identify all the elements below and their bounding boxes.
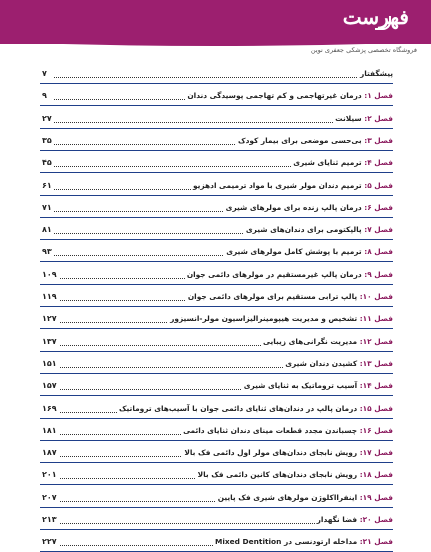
chapter-title: ترمیم با پوشش کامل مولرهای شیری xyxy=(226,247,362,257)
page-number: ۱۰۹ xyxy=(42,269,57,279)
page-number: ۲۰۷ xyxy=(42,492,57,502)
page-number: ۹۳ xyxy=(42,247,52,257)
chapter-title: چسباندن مجدد قطعات مینای دندان ثنایای دائمی xyxy=(183,425,358,435)
page-number: ۱۱۹ xyxy=(42,292,57,301)
toc-entry-label xyxy=(191,180,393,192)
chapter-number: فصل ۵: xyxy=(361,180,393,190)
toc-entry[interactable] xyxy=(40,157,393,171)
page-number: ۲۱۳ xyxy=(42,515,57,524)
chapter-title: کشیدن دندان شیری xyxy=(285,358,358,368)
toc-entry[interactable] xyxy=(40,269,393,283)
toc-entry-label xyxy=(213,536,393,548)
chapter-number: فصل ۱۲: xyxy=(357,336,393,346)
chapter-number: فصل ۱۹: xyxy=(357,492,393,502)
chapter-number: فصل ۸: xyxy=(361,247,393,257)
row-divider xyxy=(40,395,393,396)
toc-entry-label xyxy=(181,425,393,437)
toc-entry[interactable] xyxy=(40,90,393,104)
page-number: ۷۱ xyxy=(42,202,52,212)
page-number: ۱۸۷ xyxy=(42,448,57,458)
toc-entry-label xyxy=(315,514,393,526)
chapter-title: اینفرااکلوژن مولرهای شیری فک پایین xyxy=(217,492,358,502)
chapter-title: درمان پالپ غیرمستقیم در مولرهای دائمی جوان xyxy=(186,269,362,279)
row-divider xyxy=(40,261,393,262)
row-divider xyxy=(40,440,393,441)
toc-entry[interactable] xyxy=(40,380,393,394)
chapter-title: آسیب تروماتیک به ثنایای شیری xyxy=(243,381,358,391)
chapter-number: فصل ۲۰: xyxy=(357,515,393,524)
chapter-number: فصل ۱۰: xyxy=(357,292,393,301)
toc-entry[interactable] xyxy=(40,336,393,350)
toc-entry-label xyxy=(333,113,393,125)
row-divider xyxy=(40,195,393,196)
toc-entry-label xyxy=(236,135,393,147)
toc-entry[interactable] xyxy=(40,68,393,82)
toc-entry-label xyxy=(283,358,393,370)
toc-entry[interactable] xyxy=(40,492,393,506)
toc-entry-label xyxy=(224,246,393,258)
row-divider xyxy=(40,105,393,106)
toc-entry[interactable] xyxy=(40,447,393,461)
row-divider xyxy=(40,462,393,463)
chapter-title: مدیریت نگرانی‌های زیبایی xyxy=(262,336,358,346)
chapter-title: درمان پالپ زنده برای مولرهای شیری xyxy=(225,202,362,212)
toc-entry[interactable] xyxy=(40,113,393,127)
chapter-title: تشخیص و مدیریت هیپومینرالیزاسیون مولر-انسیزور xyxy=(170,314,358,324)
chapter-title: بی‌حسی موضعی برای بیمار کودک xyxy=(238,135,362,145)
page-number: ۲۲۷ xyxy=(42,537,57,547)
chapter-number: فصل ۱: xyxy=(361,91,393,101)
page-number: ۱۸۱ xyxy=(42,425,57,435)
row-divider xyxy=(40,306,393,307)
row-divider xyxy=(40,418,393,419)
page-number: ۱۲۷ xyxy=(42,314,57,324)
toc-entry-label xyxy=(185,90,393,102)
toc-entry[interactable] xyxy=(40,536,393,550)
chapter-title: مداخله ارتودنسی در Mixed Dentition xyxy=(214,537,358,547)
page-number: ۲۷ xyxy=(42,113,52,123)
toc-entry[interactable] xyxy=(40,135,393,149)
row-divider xyxy=(40,239,393,240)
chapter-number: فصل ۱۷: xyxy=(357,448,393,458)
row-divider xyxy=(40,529,393,530)
chapter-number: فصل ۴: xyxy=(361,158,393,168)
chapter-title: رویش نابجای دندان‌های کانین دائمی فک بالا xyxy=(197,470,358,480)
toc-entry[interactable] xyxy=(40,514,393,528)
row-divider xyxy=(40,507,393,508)
toc-entry[interactable] xyxy=(40,425,393,439)
toc-entry-label xyxy=(168,313,393,325)
toc-entry-label xyxy=(261,336,393,348)
chapter-number: فصل ۹: xyxy=(361,269,393,279)
chapter-number: فصل ۱۴: xyxy=(357,381,393,391)
page-number: ۹ xyxy=(42,91,47,101)
page-number: ۳۵ xyxy=(42,135,52,145)
row-divider xyxy=(40,328,393,329)
chapter-number: فصل ۳: xyxy=(361,135,393,145)
row-divider xyxy=(40,150,393,151)
row-divider xyxy=(40,373,393,374)
toc-entry-label xyxy=(185,269,393,281)
row-divider xyxy=(40,484,393,485)
chapter-number: فصل ۶: xyxy=(361,202,393,212)
page-number: ۷ xyxy=(42,69,47,78)
chapter-title: پالپکتومی برای دندان‌های شیری xyxy=(245,225,362,235)
chapter-number: فصل ۷: xyxy=(361,225,393,235)
chapter-number: فصل ۲: xyxy=(361,113,393,123)
chapter-number: فصل ۲۱: xyxy=(357,537,393,547)
row-divider xyxy=(40,128,393,129)
chapter-title: درمان غیرتهاجمی و کم تهاجمی پوسیدگی دندان xyxy=(187,91,362,101)
chapter-title: رویش نابجای دندان‌های مولر اول دائمی فک بالا xyxy=(184,448,358,458)
page-number: ۶۱ xyxy=(42,180,52,190)
page-number: ۲۰۱ xyxy=(42,470,57,480)
toc-entry[interactable] xyxy=(40,291,393,305)
chapter-title: پالپ ترابی مستقیم برای مولرهای دائمی جوان xyxy=(187,292,358,301)
chapter-title: ترمیم ثنایای شیری xyxy=(293,158,362,168)
chapter-number: فصل ۱۸: xyxy=(357,470,393,480)
row-divider xyxy=(40,284,393,285)
chapter-number: فصل ۱۱: xyxy=(357,314,393,324)
chapter-title: فضا نگهدار xyxy=(316,515,358,524)
toc-entry[interactable] xyxy=(40,403,393,417)
row-divider xyxy=(40,172,393,173)
toc-entry-label xyxy=(242,380,393,392)
chapter-number: فصل ۱۳: xyxy=(357,358,393,368)
page-number: ۱۶۹ xyxy=(42,403,57,413)
page-number: ۸۱ xyxy=(42,225,52,235)
chapter-title: سیلانت xyxy=(335,113,362,123)
logo: فهرست xyxy=(342,5,409,29)
toc-entry-label xyxy=(216,492,393,504)
page-number: ۴۵ xyxy=(42,158,52,168)
chapter-title: پیشگفتار xyxy=(360,69,393,78)
toc-entry[interactable] xyxy=(40,180,393,194)
toc-entry[interactable] xyxy=(40,202,393,216)
toc-entry[interactable] xyxy=(40,313,393,327)
publisher-caption: فروشگاه تخصصی پزشکی جعفری نوین xyxy=(310,46,417,54)
chapter-title: ترمیم دندان مولر شیری با مواد ترمیمی ادهزیو xyxy=(193,180,362,190)
chapter-title: درمان پالپ در دندان‌های ثنایای دائمی جوان با آسیب‌های تروماتیک xyxy=(118,403,358,413)
toc-entry-label xyxy=(224,202,393,214)
toc-entry[interactable] xyxy=(40,224,393,238)
toc-entry-label xyxy=(244,224,393,236)
toc-entry[interactable] xyxy=(40,246,393,260)
toc-entry[interactable] xyxy=(40,469,393,483)
toc-entry-label xyxy=(117,403,393,415)
page-number: ۱۳۷ xyxy=(42,336,57,346)
row-divider xyxy=(40,217,393,218)
page-number: ۱۵۷ xyxy=(42,381,57,391)
dot-leader xyxy=(54,77,393,78)
toc-entry-label xyxy=(182,447,393,459)
page-number: ۱۵۱ xyxy=(42,358,57,368)
toc-entry-label xyxy=(186,291,393,303)
chapter-number: فصل ۱۵: xyxy=(357,403,393,413)
row-divider xyxy=(40,351,393,352)
toc-entry-label xyxy=(291,157,393,169)
toc-entry[interactable] xyxy=(40,358,393,372)
chapter-number: فصل ۱۶: xyxy=(357,425,393,435)
toc-entry-label xyxy=(358,68,393,80)
toc-entry-label xyxy=(196,469,393,481)
row-divider xyxy=(40,83,393,84)
